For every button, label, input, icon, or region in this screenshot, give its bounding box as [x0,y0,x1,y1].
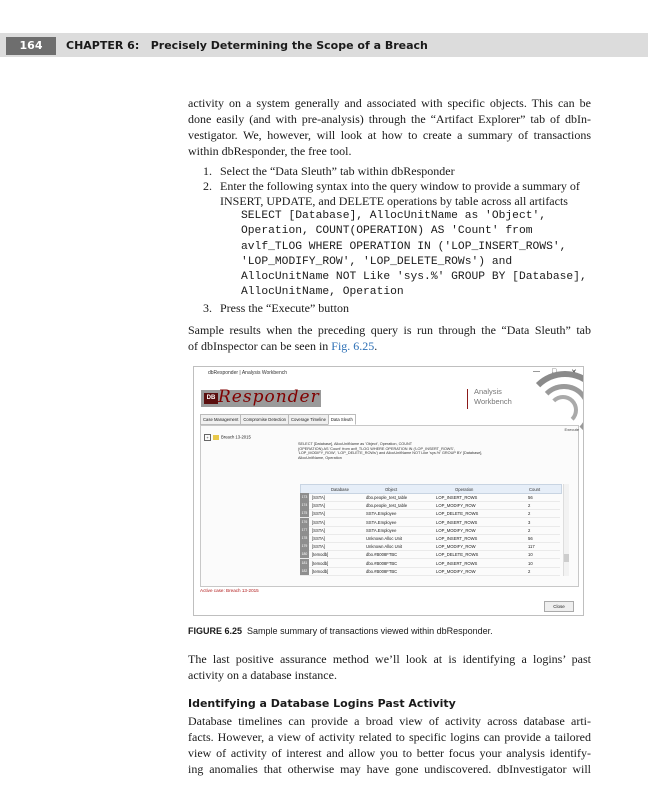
folder-icon [213,435,219,440]
execute-button[interactable]: Execute [564,427,579,432]
minimize-icon[interactable]: — [533,368,540,375]
table-cell: 175 [301,511,308,516]
code-line: avlf_TLOG WHERE OPERATION IN ('LOP_INSERT_ROWS', [241,240,567,253]
table-cell: [SSTA] [312,536,325,541]
table-cell: dbo.#B008FTBC [366,552,398,558]
figure-label: FIGURE 6.25 [188,626,243,636]
decorative-arc-icon [548,395,578,425]
figure-caption-text: Sample summary of transactions viewed within dbResponder. [247,626,493,636]
tagline: Analysis Workbench [474,387,512,406]
code-line: AllocUnitName, Operation [241,286,404,299]
table-cell: LOP_INSERT_ROWS [436,495,478,500]
table-cell: 56 [528,495,533,500]
table-cell: [SSTA] [312,511,325,517]
tree-item[interactable]: Breach 13-2015 [221,434,251,440]
table-cell: LOP_INSERT_ROWS [436,519,478,525]
text-line: facts. However, a view of activity related to specific logins can provide a tailored [188,730,591,744]
case-tree [204,434,294,444]
text-line: The last positive assurance method we’ll look at is identifying a logins’ past [188,652,591,666]
table-cell: 179 [301,544,308,549]
table-cell: 181 [301,560,308,565]
text-line: Database timelines can provide a broad view of activity across database arti- [188,714,591,728]
steps-list [203,164,593,316]
figure-link[interactable]: Fig. 6.25 [331,339,375,353]
table-cell: LOP_INSERT_ROWS [436,536,478,541]
column-header[interactable]: Operation [455,487,474,492]
column-header[interactable]: Database [331,487,349,492]
results-grid [300,484,568,576]
column-header[interactable]: Count [529,487,541,492]
table-cell: 2 [528,568,531,574]
paragraph-sample [188,322,591,354]
dbresponder-window [193,366,584,616]
table-cell: [SSTA] [312,503,325,509]
table-cell: dbo.#B008FTBC [366,568,398,574]
app-logo: Responder [218,387,320,407]
table-cell: 2 [528,527,531,533]
paragraph-intro [188,95,591,159]
table-cell: 10 [528,560,533,566]
table-cell: dbo.#B008FTBC [366,560,398,566]
expand-icon[interactable]: + [204,434,211,441]
list-item: 1. Select the “Data Sleuth” tab within dbResponder [203,164,455,178]
list-item: 2. Enter the following syntax into the query window to provide a summary of [203,179,580,193]
close-icon[interactable]: ✕ [571,369,577,376]
code-line: SELECT [Database], AllocUnitName as 'Object', [241,210,547,222]
table-cell: 182 [301,568,308,573]
table-cell: Unknown Alloc Unit [366,536,403,541]
table-cell: SSTA.Employee [366,527,397,533]
maximize-icon[interactable]: □ [552,368,557,375]
table-cell: [temodb] [312,552,329,558]
divider [467,389,468,409]
table-cell: 176 [301,519,308,524]
table-cell: [temodb] [312,568,329,574]
table-cell: LOP_DELETE_ROWS [436,511,479,517]
code-line: AllocUnitName NOT Like 'sys.%' GROUP BY [Database], [241,271,587,284]
text-line: of dbInspector can be seen in Fig. 6.25. [188,339,378,353]
text-line: vestigator. We, however, will look at how to create a summary of transactions [188,128,591,142]
table-cell: SSTA.Employee [366,511,397,517]
text-line: done easily (and with pre-analysis) through the “Artifact Explorer” tab of dbIn- [188,112,591,126]
table-cell: [SSTA] [312,519,325,525]
table-cell: 2 [528,503,531,509]
tab-coverage-timeline[interactable]: Coverage Timeline [288,414,329,425]
table-cell: Unknown Alloc Unit [366,544,403,550]
section-heading: Identifying a Database Logins Past Activity [188,697,456,710]
table-cell: 2 [528,511,531,517]
chapter-label: CHAPTER 6: [66,39,140,52]
table-cell: 174 [301,503,308,508]
tab-bar [200,414,355,425]
table-cell: dbo.people_test_table [366,503,408,509]
page-number: 164 [6,37,56,55]
table-cell: 117 [528,544,535,550]
code-line: Operation, COUNT(OPERATION) AS 'Count' from [241,225,533,238]
table-row[interactable] [300,567,560,576]
chapter-title: Precisely Determining the Scope of a Breach [150,39,428,52]
table-cell: 10 [528,552,533,558]
table-cell: LOP_DELETE_ROWS [436,552,479,558]
grid-scrollbar[interactable] [563,484,569,576]
text-line: Sample results when the preceding query is run through the “Data Sleuth” tab [188,323,591,337]
table-cell: LOP_MODIFY_ROW [436,544,476,550]
text-line: within dbResponder, the free tool. [188,144,352,158]
tab-data-sleuth[interactable]: Data Sleuth [328,414,356,425]
list-item-continuation: INSERT, UPDATE, and DELETE operations by table across all artifacts [220,194,568,208]
table-cell: [SSTA] [312,527,325,533]
paragraph-assurance [188,651,591,683]
text-line: activity on a system generally and associated with specific objects. This can be [188,96,591,110]
table-cell: [SSTA] [312,495,325,500]
table-cell: dbo.people_test_table [366,495,408,500]
text-line: activity on a database instance. [188,668,337,682]
scroll-thumb[interactable] [564,554,569,562]
code-line: 'LOP_MODIFY_ROW', 'LOP_DELETE_ROWs') and [241,255,513,268]
chapter-heading [66,36,428,56]
table-cell: SSTA.Employee [366,519,397,525]
figure-caption [188,626,493,636]
table-cell: [temodb] [312,560,329,566]
table-cell: LOP_MODIFY_ROW [436,503,476,509]
query-window[interactable]: SELECT [Database], AllocUnitName as 'Object', Operation, COUNT (OPERATION) AS 'Count' from avlf_TLOG WHERE OPERATION IN ('LOP_INSERT_ROWS', 'LOP_MODIFY_ROW', 'LOP_DELETE_ROWs') and AllocUnitName NOT Like 'sys.%' GROUP BY [Database], AllocUnitName, Operation [298,442,483,460]
section-body [188,713,591,777]
table-cell: [SSTA] [312,544,325,550]
table-cell: 177 [301,527,308,532]
table-cell: LOP_INSERT_ROWS [436,560,478,566]
table-cell: 178 [301,536,308,540]
tab-case-management[interactable]: Case Management [200,414,241,425]
logo-badge: DB [204,393,218,404]
table-cell: 56 [528,536,533,541]
text-line: ing anomalies that otherwise may have gone undiscovered. dbInvestigator will [188,762,591,776]
column-header[interactable]: Object [385,487,398,492]
table-cell: LOP_MODIFY_ROW [436,568,476,574]
table-cell: 180 [301,552,308,557]
list-item: 3. Press the “Execute” button [203,300,349,315]
table-cell: 173 [301,495,308,499]
text-line: view of activity of interest and allow you to better focus your analysis identify- [188,746,591,760]
close-button[interactable]: Close [544,601,574,612]
status-text: Active case: Breach 13-2015 [200,588,259,593]
window-title: dbResponder | Analysis Workbench [208,370,288,376]
table-cell: 3 [528,519,531,525]
table-cell: LOP_MODIFY_ROW [436,527,476,533]
tab-compromise-detection[interactable]: Compromise Detection [240,414,289,425]
